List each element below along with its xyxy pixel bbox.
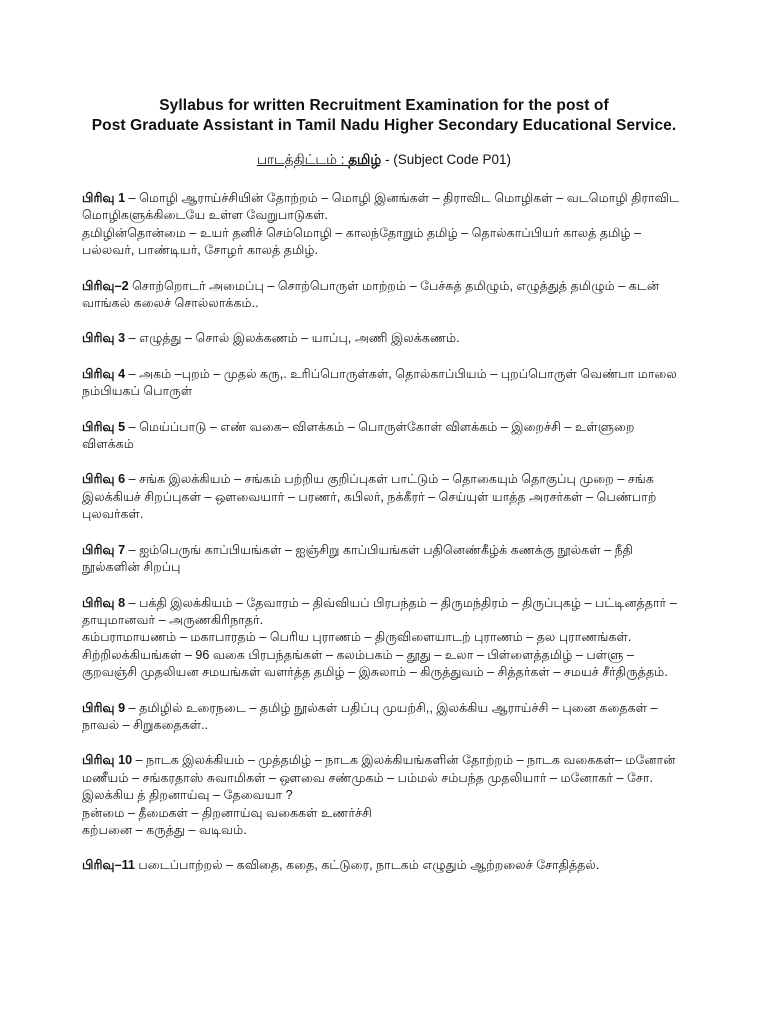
section-text: குறவஞ்சி முதலியன சமயங்கள் வளர்த்த தமிழ் – இசுலாம் – கிருத்துவம் – சித்தர்கள் – சமயச் சீர்திருத்தம். — [82, 665, 668, 680]
syllabus-section — [82, 857, 706, 874]
subject-subtitle — [0, 152, 768, 170]
subtitle-syllabus-label: பாடத்திட்டம் : — [256, 152, 349, 167]
section-text: இலக்கியச் சிறப்புகள் – ஔவையார் – பரணர், கபிலர், நக்கீரர் – செய்யுள் யாத்த அரசர்கள் – பெண்பாற் — [82, 489, 657, 504]
section-text: தமிழின்தொன்மை – உயர் தனிச் செம்மொழி – காலந்தோறும் தமிழ் – தொல்காப்பியர் காலத் தமிழ் – — [82, 225, 642, 240]
section-text: தாயுமானவர் – அருணகிரிநாதர். — [82, 612, 264, 627]
section-line — [82, 419, 706, 436]
section-text: சொற்றொடர் அமைப்பு – சொற்பொருள் மாற்றம் – பேச்சுத் தமிழும், எழுத்துத் தமிழும் – கடன் — [128, 278, 660, 293]
section-text: – நாடக இலக்கியம் – முத்தமிழ் – நாடக இலக்கியங்களின் தோற்றம் – நாடக வகைகள்– மனோன் — [132, 753, 676, 768]
section-text: வாங்கல் கலைச் சொல்லாக்கம்.. — [82, 296, 259, 311]
subtitle-code: - (Subject Code P01) — [381, 152, 512, 167]
section-line — [82, 857, 706, 874]
section-text: – ஐம்பெருங் காப்பியங்கள் – ஐஞ்சிறு காப்பியங்கள் பதினெண்கீழ்க் கணக்கு நூல்கள் – நீதி — [125, 542, 633, 557]
section-text: – சங்க இலக்கியம் – சங்கம் பற்றிய குறிப்புகள் பாட்டும் – தொகையும் தொகுப்பு முறை – சங்க — [125, 472, 654, 487]
section-text: – அகம் –புறம் – முதல் கரு,. உரிப்பொருள்கள், தொல்காப்பியம் – புறப்பொருள் வெண்பா மாலை — [125, 366, 677, 381]
section-text: – மொழி ஆராய்ச்சியின் தோற்றம் – மொழி இனங்கள் – திராவிட மொழிகள் – வடமொழி திராவிட — [125, 191, 679, 205]
section-heading: பிரிவு 3 — [82, 331, 126, 346]
syllabus-section — [82, 752, 706, 839]
section-heading: பிரிவு 4 — [82, 366, 126, 381]
section-text: – எழுத்து – சொல் இலக்கணம் – யாப்பு, அணி இலக்கணம். — [125, 331, 460, 346]
section-text: – மெய்ப்பாடு – எண் வகை– விளக்கம் – பொருள்கோள் விளக்கம் – இறைச்சி – உள்ளுறை — [125, 419, 635, 434]
section-line — [82, 542, 706, 559]
section-line — [82, 242, 706, 259]
section-text: – பக்தி இலக்கியம் – தேவாரம் – திவ்வியப் பிரபந்தம் – திருமந்திரம் – திருப்புகழ் – பட்டினத்தார் – — [125, 595, 677, 610]
section-text: சிற்றிலக்கியங்கள் – 96 வகை பிரபந்தங்கள் – கலம்பகம் – தூது – உலா – பிள்ளைத்தமிழ் – பள்ளு – — [82, 647, 634, 662]
section-line — [82, 770, 706, 787]
section-text: இலக்கிய த் திறனாய்வு – தேவையா ? — [82, 788, 293, 803]
section-line — [82, 366, 706, 383]
section-line — [82, 190, 706, 207]
section-line — [82, 278, 706, 295]
section-text: பல்லவர், பாண்டியர், சோழர் காலத் தமிழ். — [82, 243, 319, 258]
section-heading: பிரிவு 7 — [82, 542, 126, 557]
section-text: படைப்பாற்றல் – கவிதை, கதை, கட்டுரை, நாடகம் எழுதும் ஆற்றலைச் சோதித்தல். — [134, 858, 600, 873]
section-line — [82, 822, 706, 839]
section-text: – தமிழில் உரைநடை – தமிழ் நூல்கள் பதிப்பு முயற்சி,, இலக்கிய ஆராய்ச்சி – புனை கதைகள் – — [125, 700, 658, 715]
section-line — [82, 595, 706, 612]
section-line — [82, 330, 706, 347]
section-text: விளக்கம் — [82, 437, 134, 452]
syllabus-sections — [82, 190, 706, 893]
section-line — [82, 752, 706, 769]
title-line-2: Post Graduate Assistant in Tamil Nadu Higher Secondary Educational Service. — [91, 117, 677, 134]
section-line — [82, 629, 706, 646]
syllabus-section — [82, 419, 706, 454]
section-line — [82, 383, 706, 400]
section-line — [82, 647, 706, 664]
section-text: மொழிகளுக்கிடையே உள்ள வேறுபாடுகள். — [82, 208, 329, 223]
subtitle-subject: தமிழ் — [348, 152, 382, 167]
section-text: நாவல் – சிறுகதைகள்.. — [82, 717, 209, 732]
title-line-1: Syllabus for written Recruitment Examination for the post of — [159, 97, 609, 114]
section-heading: பிரிவு–2 — [82, 278, 129, 293]
section-line — [82, 559, 706, 576]
syllabus-section — [82, 595, 706, 682]
section-line — [82, 805, 706, 822]
section-line — [82, 612, 706, 629]
section-heading: பிரிவு 1 — [82, 191, 126, 205]
section-line — [82, 225, 706, 242]
section-line — [82, 436, 706, 453]
syllabus-section — [82, 366, 706, 401]
syllabus-section — [82, 542, 706, 577]
section-line — [82, 489, 706, 506]
section-text: நூல்களின் சிறப்பு — [82, 560, 181, 575]
syllabus-section — [82, 278, 706, 313]
section-text: மணீயம் – சங்கரதாஸ் சுவாமிகள் – ஔவை சண்முகம் – பம்மல் சம்பந்த முதலியார் – மனோகர் – சோ. — [82, 770, 653, 785]
syllabus-section — [82, 190, 706, 260]
section-line — [82, 506, 706, 523]
section-line — [82, 787, 706, 804]
section-text: புலவர்கள். — [82, 507, 144, 522]
section-text: நம்பியகப் பொருள் — [82, 384, 193, 399]
section-heading: பிரிவு 5 — [82, 419, 126, 434]
section-text: நன்மை – தீமைகள் – திறனாய்வு வகைகள் உணர்ச்சி — [82, 805, 372, 820]
section-heading: பிரிவு 9 — [82, 700, 126, 715]
section-line — [82, 664, 706, 681]
section-heading: பிரிவு 10 — [82, 753, 133, 768]
section-line — [82, 471, 706, 488]
syllabus-section — [82, 471, 706, 523]
syllabus-section — [82, 700, 706, 735]
section-line — [82, 207, 706, 224]
section-text: கற்பனை – கருத்து – வடிவம். — [82, 822, 247, 837]
section-heading: பிரிவு 6 — [82, 472, 126, 487]
syllabus-section — [82, 330, 706, 347]
document-title — [0, 96, 768, 136]
section-heading: பிரிவு 8 — [82, 595, 126, 610]
section-line — [82, 295, 706, 312]
section-text: கம்பராமாயணம் – மகாபாரதம் – பெரிய புராணம் – திருவிளையாடற் புராணம் – தல புராணங்கள். — [82, 630, 632, 645]
section-heading: பிரிவு–11 — [82, 858, 135, 873]
section-line — [82, 700, 706, 717]
section-line — [82, 717, 706, 734]
